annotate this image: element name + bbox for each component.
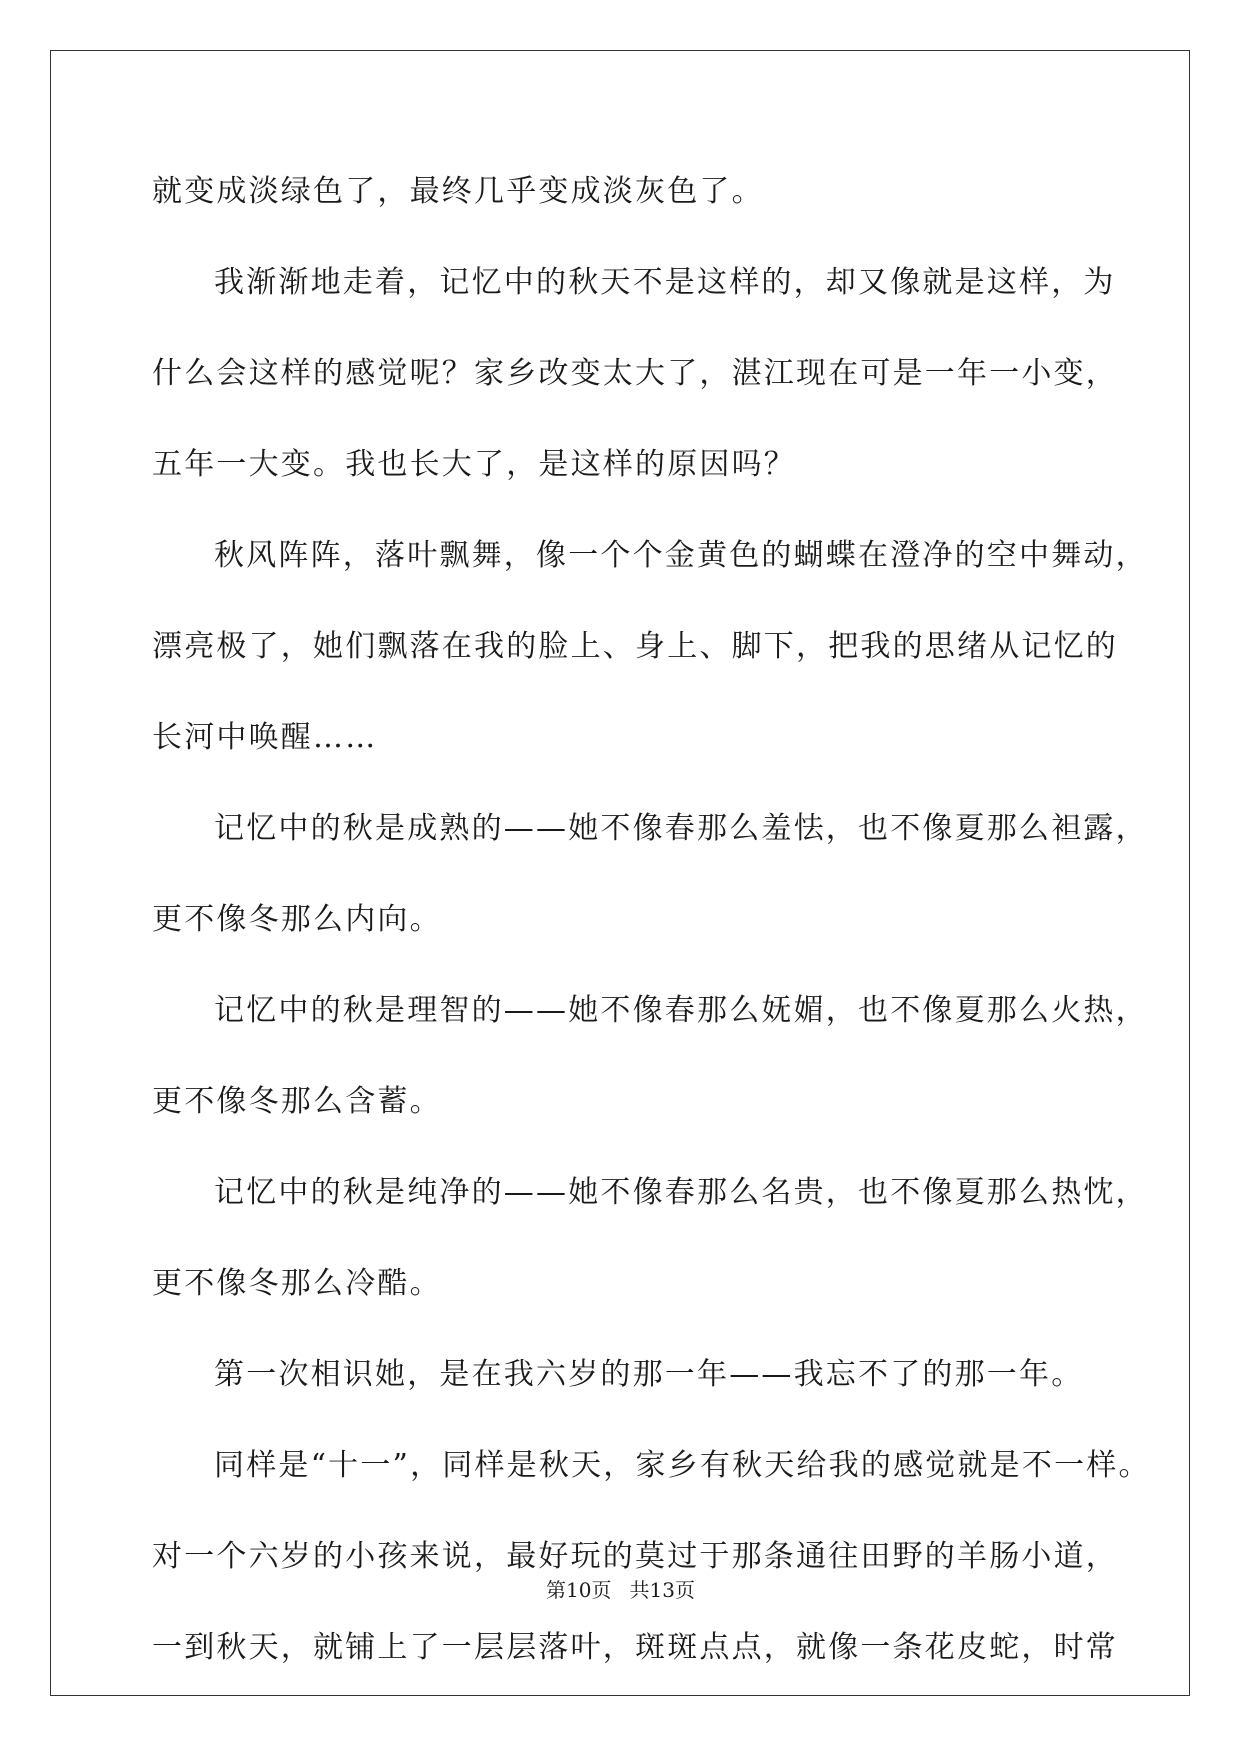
paragraph [152,1345,1092,1405]
paragraph [152,981,1148,1132]
text-line: 记忆中的秋是成熟的——她不像春那么羞怯，也不像夏那么袒露， [214,811,1148,846]
text-line: 记忆中的秋是纯净的——她不像春那么名贵，也不像夏那么热忱， [214,1175,1148,1210]
paragraph [152,799,1148,950]
text-line: 第一次相识她，是在我六岁的那一年——我忘不了的那一年。 [214,1357,1084,1392]
text-line: 什么会这样的感觉呢？家乡改变太大了，湛江现在可是一年一小变， [152,356,1118,391]
text-line: 更不像冬那么内向。 [152,902,442,937]
paragraph [152,1163,1148,1314]
text-line: 就变成淡绿色了，最终几乎变成淡灰色了。 [152,174,764,209]
text-line: 记忆中的秋是理智的——她不像春那么妩媚，也不像夏那么火热， [214,993,1148,1028]
text-line: 同样是“十一”，同样是秋天，家乡有秋天给我的感觉就是不一样。 [214,1448,1151,1483]
paragraph [152,526,1148,768]
text-line: 一到秋天，就铺上了一层层落叶，斑斑点点，就像一条花皮蛇，时常 [152,1630,1118,1665]
text-line: 秋风阵阵，落叶飘舞，像一个个金黄色的蝴蝶在澄净的空中舞动， [214,538,1148,573]
page-footer [0,1576,1241,1604]
text-line: 更不像冬那么含蓄。 [152,1084,442,1119]
paragraph [152,253,1118,495]
text-line: 五年一大变。我也长大了，是这样的原因吗？ [152,447,796,482]
text-line: 长河中唤醒…… [152,720,378,755]
page-number: 第10页 [546,1578,612,1602]
text-line: 漂亮极了，她们飘落在我的脸上、身上、脚下，把我的思绪从记忆的 [152,629,1118,664]
text-line: 更不像冬那么冷酷。 [152,1266,442,1301]
paragraph [152,162,1092,222]
text-line: 我渐渐地走着，记忆中的秋天不是这样的，却又像就是这样，为 [214,265,1116,300]
text-line: 对一个六岁的小孩来说，最好玩的莫过于那条通往田野的羊肠小道， [152,1539,1118,1574]
document-body [152,162,1151,1678]
paragraph [152,1436,1151,1678]
page-total: 共13页 [629,1578,695,1602]
